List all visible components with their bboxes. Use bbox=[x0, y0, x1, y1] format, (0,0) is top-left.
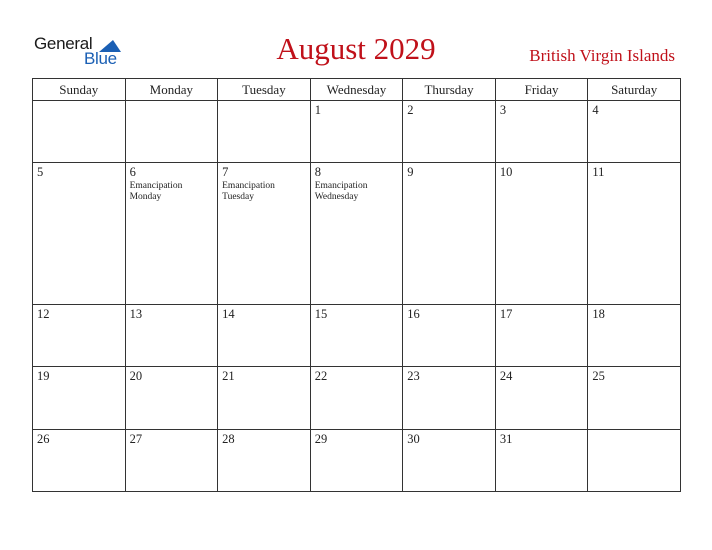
day-cell bbox=[310, 304, 403, 366]
week-row bbox=[33, 304, 681, 366]
day-number: 8 bbox=[314, 165, 321, 180]
day-cell bbox=[310, 429, 403, 491]
day-number: 13 bbox=[129, 306, 143, 321]
day-cell bbox=[403, 163, 496, 304]
day-number: 5 bbox=[37, 165, 44, 180]
day-number: 17 bbox=[499, 306, 513, 321]
day-cell bbox=[218, 367, 311, 429]
day-cell bbox=[125, 367, 218, 429]
day-cell bbox=[588, 367, 681, 429]
day-number: 16 bbox=[407, 306, 420, 321]
day-cell bbox=[310, 163, 403, 304]
day-number: 30 bbox=[407, 431, 420, 446]
day-number: 21 bbox=[222, 369, 235, 384]
day-number: 19 bbox=[37, 369, 50, 384]
day-number: 22 bbox=[314, 369, 328, 384]
day-number: 2 bbox=[407, 103, 414, 117]
day-cell bbox=[33, 101, 126, 163]
day-number: 28 bbox=[222, 431, 235, 446]
week-row bbox=[33, 101, 681, 163]
holiday-label: Emancipation Tuesday bbox=[222, 181, 275, 203]
week-row bbox=[33, 163, 681, 304]
day-number: 31 bbox=[499, 431, 513, 446]
day-cell bbox=[495, 101, 588, 163]
day-cell bbox=[125, 163, 218, 304]
day-cell bbox=[310, 367, 403, 429]
day-cell bbox=[495, 429, 588, 491]
logo-text-general: General bbox=[34, 34, 93, 53]
day-cell bbox=[588, 429, 681, 491]
calendar-grid bbox=[32, 78, 681, 492]
day-number: 14 bbox=[222, 306, 235, 321]
day-number: 1 bbox=[314, 103, 321, 117]
day-number: 25 bbox=[592, 369, 605, 384]
day-number: 12 bbox=[37, 306, 50, 321]
day-number: 27 bbox=[129, 431, 143, 446]
holiday-label: Emancipation Wednesday bbox=[314, 181, 368, 203]
day-cell bbox=[403, 304, 496, 366]
day-number: 4 bbox=[592, 103, 599, 117]
weekday-header: Wednesday bbox=[310, 79, 403, 101]
weekday-header: Sunday bbox=[33, 79, 126, 101]
day-cell bbox=[33, 429, 126, 491]
day-cell bbox=[403, 101, 496, 163]
country-name: British Virgin Islands bbox=[529, 46, 675, 65]
day-cell bbox=[218, 101, 311, 163]
holiday-label: Emancipation Monday bbox=[129, 181, 183, 203]
day-cell bbox=[218, 304, 311, 366]
day-cell bbox=[218, 163, 311, 304]
day-number: 23 bbox=[407, 369, 420, 384]
day-cell bbox=[33, 304, 126, 366]
day-cell bbox=[125, 101, 218, 163]
weekday-header: Saturday bbox=[588, 79, 681, 101]
weekday-header-row bbox=[33, 79, 681, 101]
day-number: 18 bbox=[592, 306, 605, 321]
day-cell bbox=[588, 163, 681, 304]
logo-text-blue: Blue bbox=[84, 49, 117, 68]
day-cell bbox=[403, 367, 496, 429]
day-cell bbox=[33, 163, 126, 304]
weekday-header: Thursday bbox=[403, 79, 496, 101]
day-cell bbox=[125, 304, 218, 366]
day-cell bbox=[33, 367, 126, 429]
day-cell bbox=[495, 304, 588, 366]
day-cell bbox=[495, 367, 588, 429]
weekday-header: Monday bbox=[125, 79, 218, 101]
week-row bbox=[33, 367, 681, 429]
day-cell bbox=[588, 101, 681, 163]
day-number: 26 bbox=[37, 431, 50, 446]
weekday-header: Friday bbox=[495, 79, 588, 101]
page-title: August 2029 bbox=[276, 31, 436, 66]
day-cell bbox=[310, 101, 403, 163]
day-number: 6 bbox=[129, 165, 136, 180]
day-number: 10 bbox=[499, 165, 513, 180]
day-number: 24 bbox=[499, 369, 513, 384]
day-cell bbox=[495, 163, 588, 304]
day-number: 7 bbox=[222, 165, 229, 180]
day-cell bbox=[218, 429, 311, 491]
week-row bbox=[33, 429, 681, 491]
day-cell bbox=[125, 429, 218, 491]
day-number: 3 bbox=[499, 103, 507, 117]
day-cell bbox=[588, 304, 681, 366]
day-number: 15 bbox=[314, 306, 328, 321]
day-number: 11 bbox=[592, 165, 605, 180]
day-number: 9 bbox=[407, 165, 414, 180]
day-number: 20 bbox=[129, 369, 143, 384]
day-cell bbox=[403, 429, 496, 491]
day-number: 29 bbox=[314, 431, 328, 446]
weekday-header: Tuesday bbox=[218, 79, 311, 101]
